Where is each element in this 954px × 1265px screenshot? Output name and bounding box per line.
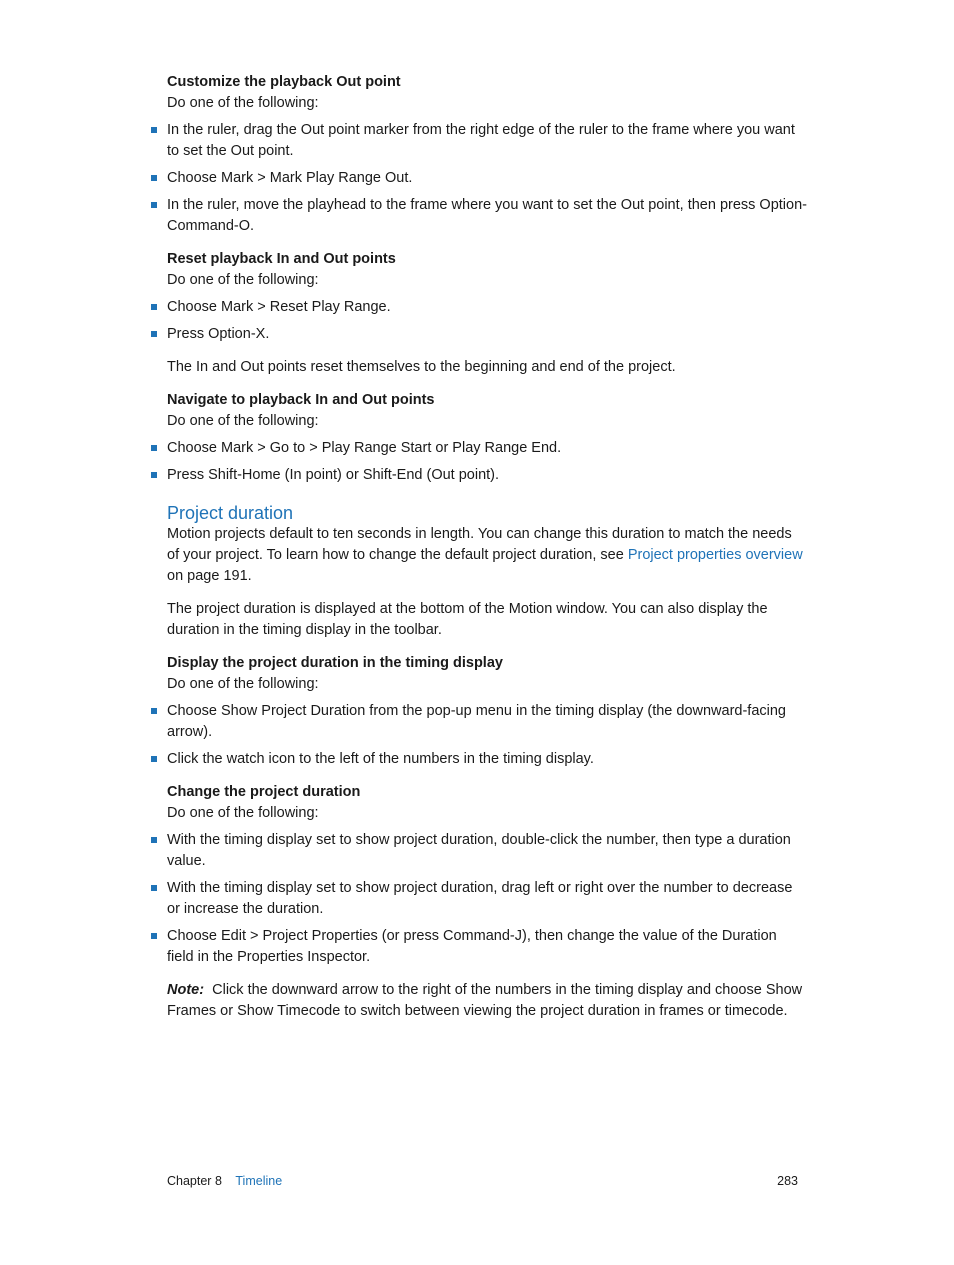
page-number: 283: [777, 1174, 798, 1188]
list-item: Choose Mark > Go to > Play Range Start or Play Range End.: [167, 438, 807, 459]
page-footer: [167, 1173, 798, 1189]
list-item: Click the watch icon to the left of the numbers in the timing display.: [167, 749, 807, 770]
page-content: [167, 72, 807, 1034]
task-title-change-duration: Change the project duration: [167, 784, 361, 800]
bullet-list: [167, 438, 807, 486]
bullet-list: [167, 701, 807, 770]
list-item: In the ruler, move the playhead to the frame where you want to set the Out point, then press Option-Command-O.: [167, 195, 807, 237]
task-intro: Do one of the following:: [167, 413, 319, 429]
list-item: Choose Mark > Mark Play Range Out.: [167, 168, 807, 189]
task-title-navigate-points: Navigate to playback In and Out points: [167, 392, 435, 408]
task-intro: Do one of the following:: [167, 95, 319, 111]
note-text: Click the downward arrow to the right of the numbers in the timing display and choose Show Frames or Show Timecode to switch between viewing the project duration in frames or timecode.: [167, 982, 803, 1019]
list-item: In the ruler, drag the Out point marker from the right edge of the ruler to the frame where you want to set the Out point.: [167, 120, 807, 162]
list-item: Choose Show Project Duration from the pop-up menu in the timing display (the downward-facing arrow).: [167, 701, 807, 743]
bullet-list: [167, 830, 807, 968]
list-item: Press Shift-Home (In point) or Shift-End (Out point).: [167, 465, 807, 486]
list-item: With the timing display set to show project duration, drag left or right over the number to decrease or increase the duration.: [167, 878, 807, 920]
section-heading-project-duration: Project duration: [167, 503, 294, 523]
footer-chapter: Chapter 8: [167, 1174, 222, 1188]
task-intro: Do one of the following:: [167, 272, 319, 288]
para-text: Motion projects default to ten seconds in length. You can change this duration to match the needs of your project. To learn how to change the default project duration, see: [167, 526, 792, 563]
task-intro: Do one of the following:: [167, 676, 319, 692]
task-title-customize-out: Customize the playback Out point: [167, 74, 401, 90]
list-item: Press Option-X.: [167, 324, 807, 345]
bullet-list: [167, 120, 807, 237]
body-paragraph: The project duration is displayed at the bottom of the Motion window. You can also display the duration in the timing display in the toolbar.: [167, 601, 768, 638]
task-title-reset-points: Reset playback In and Out points: [167, 251, 396, 267]
list-item: With the timing display set to show project duration, double-click the number, then type a duration value.: [167, 830, 807, 872]
footer-chapter-link[interactable]: Timeline: [235, 1174, 283, 1188]
note-label: Note:: [167, 982, 205, 998]
list-item: Choose Edit > Project Properties (or press Command-J), then change the value of the Duration field in the Properties Inspector.: [167, 926, 807, 968]
list-item: Choose Mark > Reset Play Range.: [167, 297, 807, 318]
note-paragraph: [167, 980, 807, 1022]
body-paragraph: [167, 524, 807, 587]
task-title-display-duration: Display the project duration in the timing display: [167, 655, 503, 671]
project-properties-link[interactable]: Project properties overview: [627, 547, 803, 563]
para-text: on page 191.: [167, 568, 252, 584]
task-intro: Do one of the following:: [167, 805, 319, 821]
body-paragraph: The In and Out points reset themselves to the beginning and end of the project.: [167, 359, 676, 375]
bullet-list: [167, 297, 807, 345]
